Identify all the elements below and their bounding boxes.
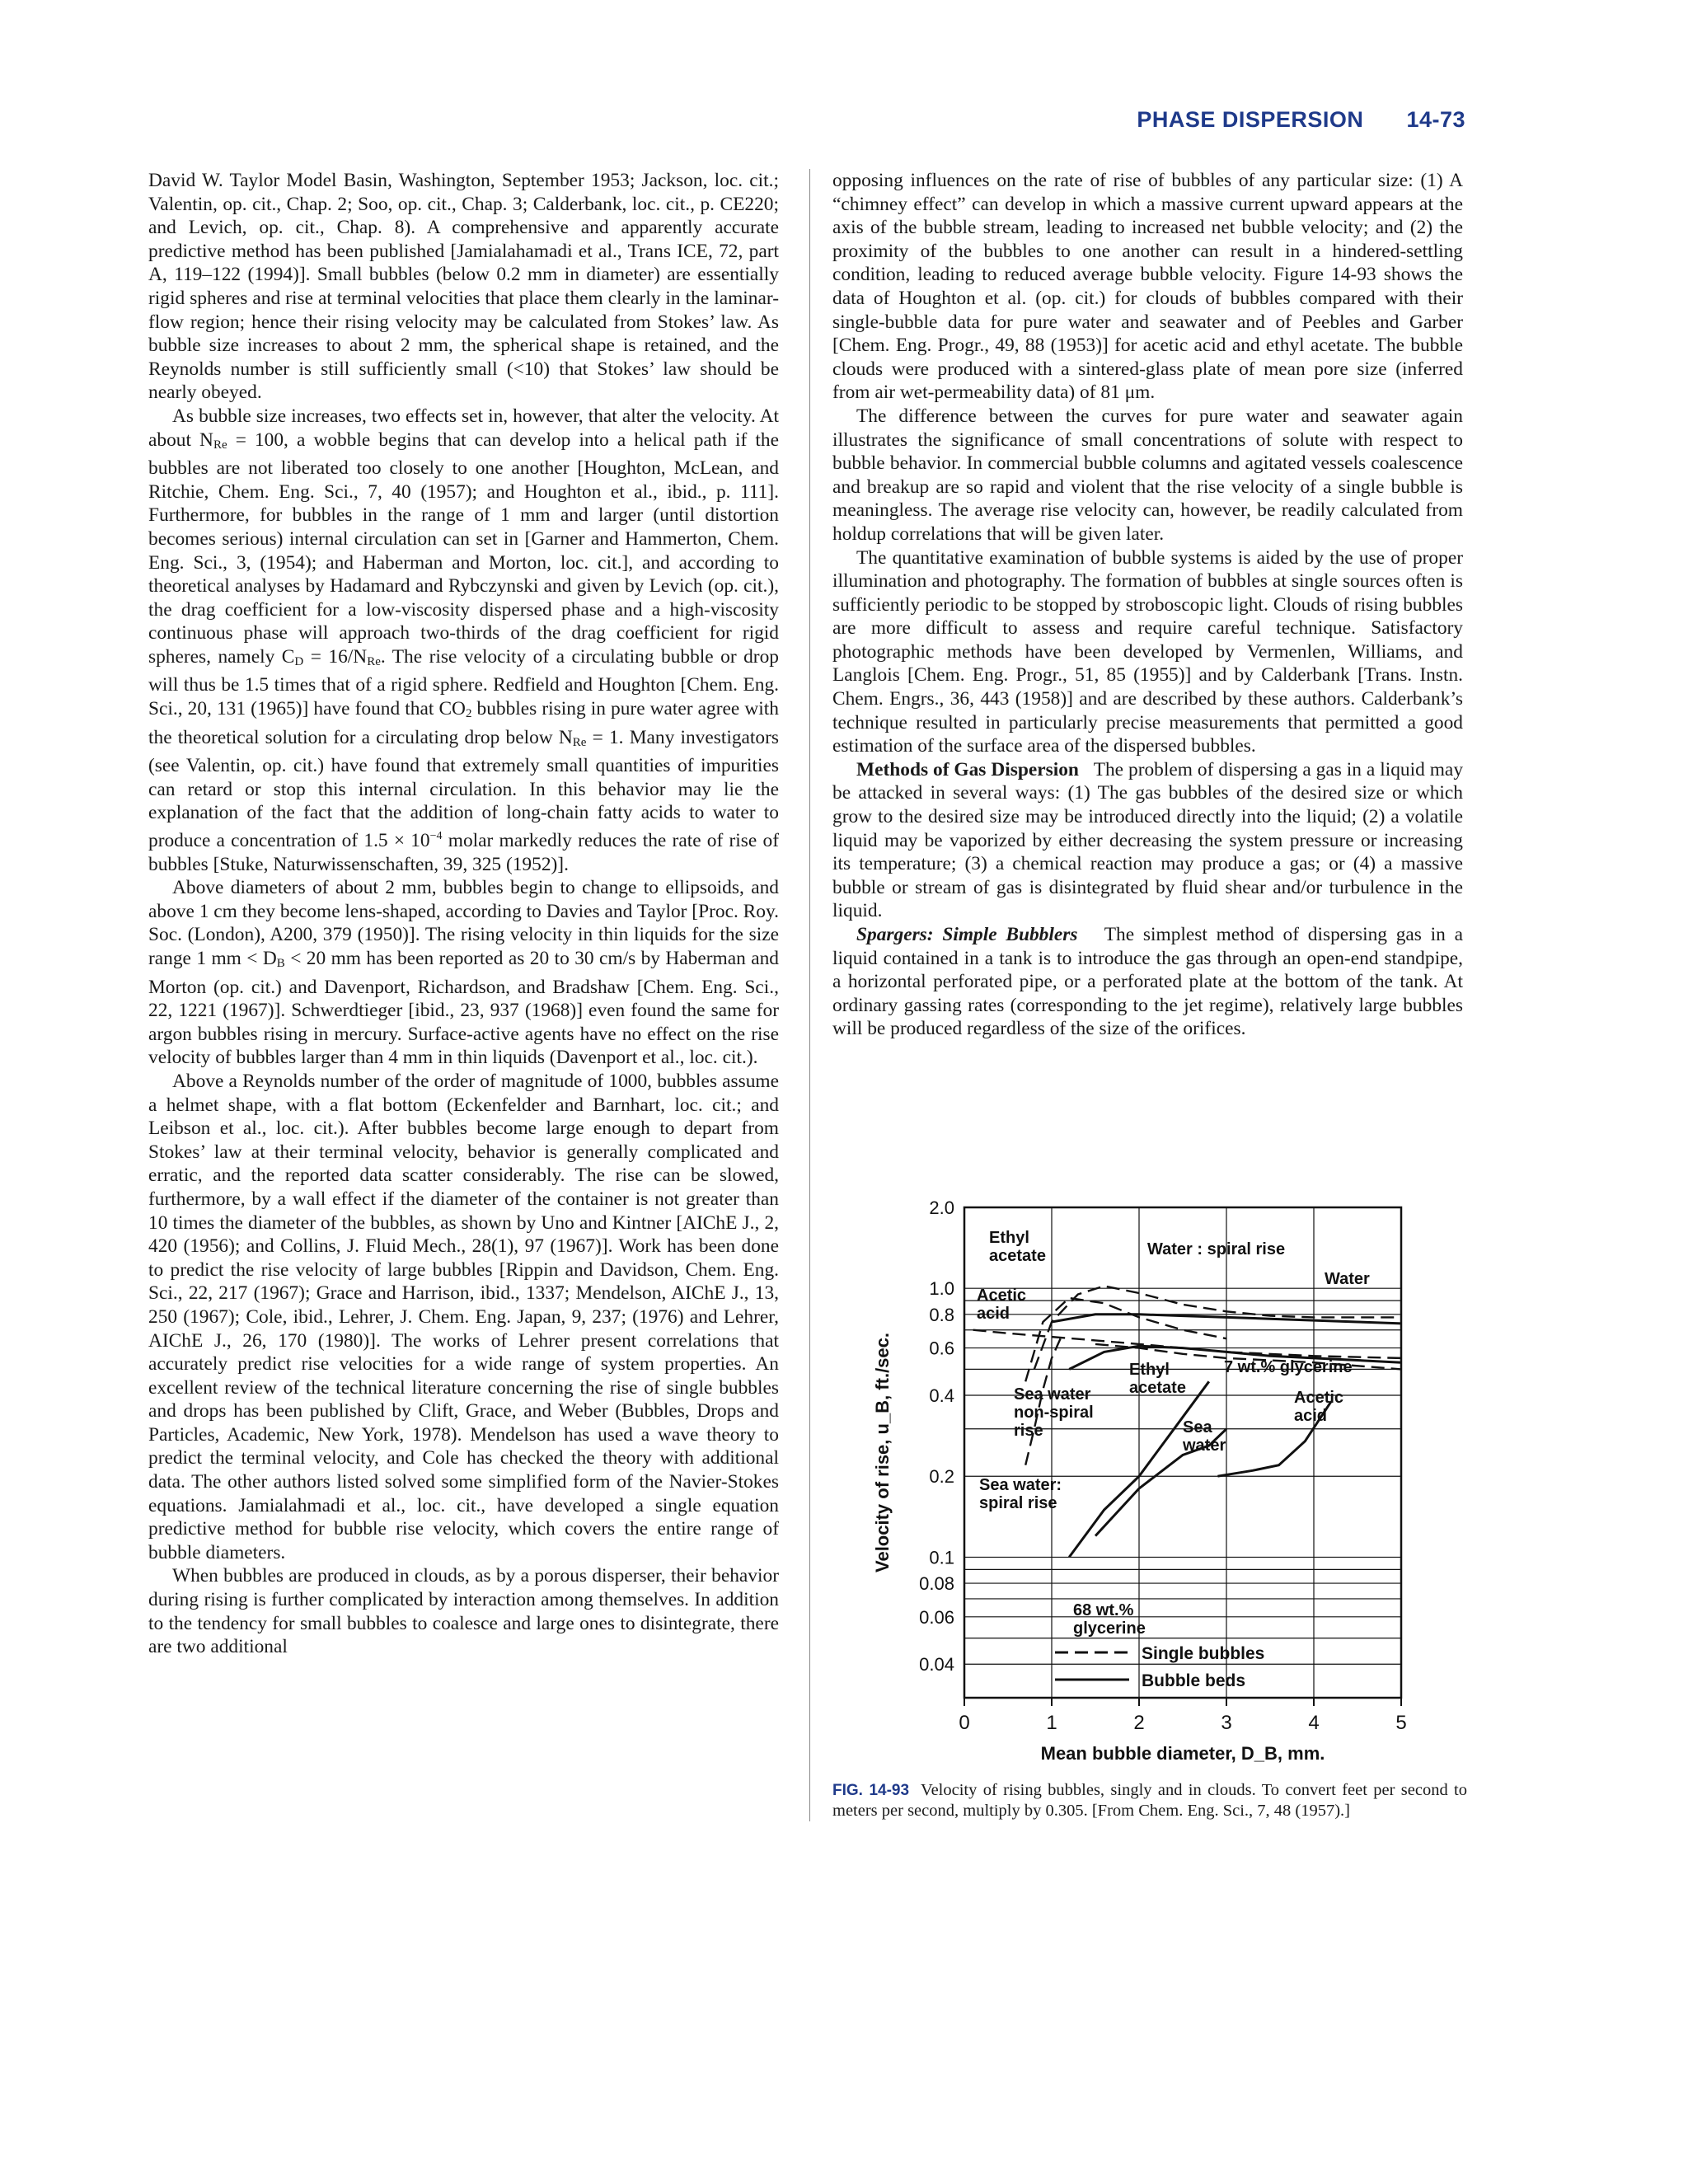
y-tick-label: 0.6 bbox=[929, 1338, 954, 1359]
section-heading: Methods of Gas Dispersion bbox=[856, 758, 1079, 780]
page-number: 14-73 bbox=[1406, 107, 1465, 132]
section-title: PHASE DISPERSION bbox=[1137, 107, 1364, 132]
column-divider bbox=[809, 169, 810, 1821]
bubble-velocity-chart bbox=[857, 1187, 1434, 1780]
section-heading: Spargers: Simple Bubblers bbox=[856, 924, 1078, 945]
legend-label: Bubble beds bbox=[1142, 1671, 1246, 1690]
curve-label: Ethyl acetate bbox=[989, 1229, 1046, 1265]
curve-label: Water bbox=[1325, 1270, 1370, 1288]
y-tick-label: 0.04 bbox=[919, 1654, 954, 1675]
y-tick-label: 0.08 bbox=[919, 1573, 954, 1595]
y-tick-label: 0.1 bbox=[929, 1547, 954, 1568]
figure-14-93 bbox=[857, 1187, 1434, 1780]
y-tick-label: 0.06 bbox=[919, 1606, 954, 1628]
paragraph: When bubbles are produced in clouds, as by a porous disperser, their behavior during rising is further complicated by interaction among themselves. In addition to the tendency for small bubbles to coalesce and large ones to disintegrate, there are two additional bbox=[148, 1565, 779, 1658]
paragraph: As bubble size increases, two effects set in, however, that alter the velocity. At about $N_{Re} = 100$, a wobble begins that can develop into a helical path if the bubbles are not liberated too closely to one another [Houghton, McLean, and Ritchie, Chem. Eng. Sci., 7, 40 (1957); and Houghton et al., ibid., p. 111]. Furthermore, for bubbles in the range of 1 mm and larger (until distortion becomes serious) internal circulation can set in [Garner and Hammerton, Chem. Eng. Sci., 3, (1954); and Haberman and Morton, loc. cit.], and according to theoretical analyses by Hadamard and Rybczynski and given by Levich (op. cit.), the drag coefficient for a low-viscosity dispersed phase and a high-viscosity continuous phase will approach two-thirds of the drag coefficient for rigid spheres, namely $C_D = 16/N_{Re}$. The rise velocity of a circulating bubble or drop will thus be 1.5 times that of a rigid sphere. Redfield and Houghton [Chem. Eng. Sci., 20, 131 (1965)] have found that $CO_2$ bubbles rising in pure water agree with the theoretical solution for a circulating drop below $N_{Re} = 1$. Many investigators (see Valentin, op. cit.) have found that extremely small quantities of impurities can retard or stop this internal circulation. In this behavior may lie the explanation of the fact that the addition of long-chain fatty acids to water to produce a concentration of $1.5 \times 10^{-4}$ molar markedly reduces the rate of rise of bubbles [Stuke, Naturwissenschaften, 39, 325 (1952)]. bbox=[148, 405, 780, 875]
curve-label: Water : spiral rise bbox=[1147, 1240, 1286, 1258]
paragraph: The quantitative examination of bubble systems is aided by the use of proper illumination and photography. The formation of bubbles at single sources often is sufficiently periodic to be stopped by stroboscopic light. Clouds of rising bubbles are more difficult to assess and require careful technique. Satisfactory photographic methods have been developed by Vermenlen, Williams, and Langlois [Chem. Eng. Progr., 51, 85 (1955)] and by Calderbank [Trans. Instn. Chem. Engrs., 36, 443 (1958)] and are described by these authors. Calderbank’s technique resulted in particularly precise measurements that permitted a good estimation of the surface area of the dispersed bubbles. bbox=[832, 546, 1463, 757]
curve-label: Ethyl acetate bbox=[1129, 1361, 1186, 1397]
x-tick-label: 2 bbox=[1133, 1712, 1145, 1734]
caption-text: Velocity of rising bubbles, singly and in clouds. To convert feet per second to meters per second, multiply by 0.305. [From Chem. Eng. Sci., 7, 48 (1957).] bbox=[832, 1781, 1467, 1820]
y-axis-title: Velocity of rise, u_B, ft./sec. bbox=[872, 1333, 893, 1572]
y-tick-label: 0.8 bbox=[929, 1304, 954, 1325]
x-axis-title: Mean bubble diameter, D_B, mm. bbox=[1040, 1743, 1325, 1764]
x-tick-label: 3 bbox=[1221, 1712, 1232, 1734]
curve-label: 7 wt.% glycerine bbox=[1224, 1358, 1353, 1376]
paragraph: The difference between the curves for pure water and seawater again illustrates the significance of small concentrations of solute with respect to bubble behavior. In commercial bubble columns and agitated vessels coalescence and breakup are so rapid and violent that the rise velocity of a single bubble is meaningless. The average rise velocity can, however, be readily calculated from holdup correlations that will be given later. bbox=[832, 405, 1463, 545]
paragraph: Spargers: Simple Bubblers The simplest method of dispersing gas in a liquid contained in a tank is to introduce the gas through an open-end standpipe, a horizontal perforated pipe, or a perforated plate at the bottom of the tank. At ordinary gassing rates (corresponding to the jet regime), relatively large bubbles will be produced regardless of the size of the orifices. bbox=[832, 924, 1464, 1040]
curve-label: 68 wt.% glycerine bbox=[1073, 1601, 1146, 1638]
paragraph: Above a Reynolds number of the order of magnitude of 1000, bubbles assume a helmet shape, with a flat bottom (Eckenfelder and Barnhart, loc. cit.; and Leibson et al., loc. cit.). After bubbles become large enough to depart from Stokes’ law at their terminal velocity, behavior is generally complicated and erratic, and the reported data scatter considerably. The rise can be slowed, furthermore, by a wall effect if the diameter of the container is not greater than 10 times the diameter of the bubbles, as shown by Uno and Kintner [AIChE J., 2, 420 (1956); and Collins, J. Fluid Mech., 28(1), 97 (1967)]. Work has been done to predict the rise velocity of large bubbles [Rippin and Davidson, Chem. Eng. Sci., 22, 217 (1967); Grace and Harrison, ibid., 1337; Mendelson, AIChE J., 13, 250 (1967); Cole, ibid., Lehrer, J. Chem. Eng. Japan, 9, 237; (1976) and Lehrer, AIChE J., 26, 170 (1980)]. The works of Lehrer present correlations that accurately predict rise velocities for a wide range of system properties. An excellent review of the technical literature concerning the rise of single bubbles and drops has been published by Clift, Grace, and Weber (Bubbles, Drops and Particles, Academic, New York, 1978). Mendelson has used a wave theory to predict the terminal velocity, and Cole has checked the theory with additional data. The other authors listed solved some simplified form of the Navier-Stokes equations. Jamialahmadi et al., loc. cit., have developed a single equation predictive method for bubble rise velocity, which covers the entire range of bubble diameters. bbox=[148, 1070, 779, 1563]
curve-label: Sea water: spiral rise bbox=[979, 1476, 1062, 1512]
curve-label: Sea water non-spiral rise bbox=[1014, 1385, 1094, 1440]
right-column bbox=[832, 169, 1463, 1041]
curve-label: Acetic acid bbox=[977, 1286, 1027, 1323]
x-tick-label: 1 bbox=[1046, 1712, 1057, 1734]
x-tick-label: 5 bbox=[1395, 1712, 1407, 1734]
paragraph: David W. Taylor Model Basin, Washington, September 1953; Jackson, loc. cit.; Valentin, op. cit., Chap. 2; Soo, op. cit., Chap. 3; Calderbank, loc. cit., p. CE220; and Levich, op. cit., Chap. 8). A comprehensive and apparently accurate predictive method has been published [Jamialahamadi et al., Trans ICE, 72, part A, 119–122 (1994)]. Small bubbles (below 0.2 mm in diameter) are essentially rigid spheres and rise at terminal velocities that place them clearly in the laminar-flow region; hence their rising velocity may be calculated from Stokes’ law. As bubble size increases to about 2 mm, the spherical shape is retained, and the Reynolds number is still sufficiently small (<10) that Stokes’ law should be nearly obeyed. bbox=[148, 170, 779, 404]
curve-label: Acetic acid bbox=[1294, 1389, 1344, 1425]
figure-caption bbox=[832, 1780, 1467, 1821]
y-tick-label: 2.0 bbox=[929, 1197, 954, 1218]
y-tick-label: 0.4 bbox=[929, 1385, 954, 1407]
x-tick-label: 0 bbox=[959, 1712, 970, 1734]
paragraph: opposing influences on the rate of rise of bubbles of any particular size: (1) A “chimney effect” can develop in which a massive current upward appears at the axis of the bubble stream, leading to increased net bubble velocity; and (2) the proximity of the bubbles to one another can result in a hindered-settling condition, leading to reduced average bubble velocity. Figure 14-93 shows the data of Houghton et al. (op. cit.) for clouds of bubbles compared with their single-bubble data for pure water and seawater and of Peebles and Garber [Chem. Eng. Progr., 49, 88 (1953)] for acetic acid and ethyl acetate. The bubble clouds were produced with a sintered-glass plate of mean pore size (inferred from air wet-permeability data) of 81 μm. bbox=[832, 170, 1463, 404]
curve-label: Sea water bbox=[1183, 1418, 1226, 1455]
x-tick-label: 4 bbox=[1308, 1712, 1320, 1734]
y-tick-label: 1.0 bbox=[929, 1278, 954, 1300]
legend-label: Single bubbles bbox=[1142, 1644, 1265, 1663]
figure-label: FIG. 14-93 bbox=[832, 1782, 910, 1799]
y-tick-label: 0.2 bbox=[929, 1466, 954, 1488]
paragraph: Above diameters of about 2 mm, bubbles begin to change to ellipsoids, and above 1 cm they become lens-shaped, according to Davies and Taylor [Proc. Roy. Soc. (London), A200, 379 (1950)]. The rising velocity in thin liquids for the size range 1 mm < $D_B < 20$ mm has been reported as 20 to 30 cm/s by Haberman and Morton (op. cit.) and Davenport, Richardson, and Bradshaw [Chem. Eng. Sci., 22, 1221 (1967)]. Schwerdtieger [ibid., 23, 937 (1968)] even found the same for argon bubbles rising in mercury. Surface-active agents have no effect on the rise velocity of bubbles larger than 4 mm in thin liquids (Davenport et al., loc. cit.). bbox=[148, 877, 779, 1069]
paragraph: Methods of Gas Dispersion The problem of dispersing a gas in a liquid may be attacked in several ways: (1) The gas bubbles of the desired size or which grow to the desired size may be introduced directly into the liquid; (2) a volatile liquid may be vaporized by either decreasing the system pressure or increasing its temperature; (3) a chemical reaction may produce a gas; or (4) a massive bubble or stream of gas is disintegrated by fluid shear and/or turbulence in the liquid. bbox=[832, 758, 1464, 922]
left-column bbox=[148, 169, 779, 1659]
running-header bbox=[1137, 107, 1465, 133]
